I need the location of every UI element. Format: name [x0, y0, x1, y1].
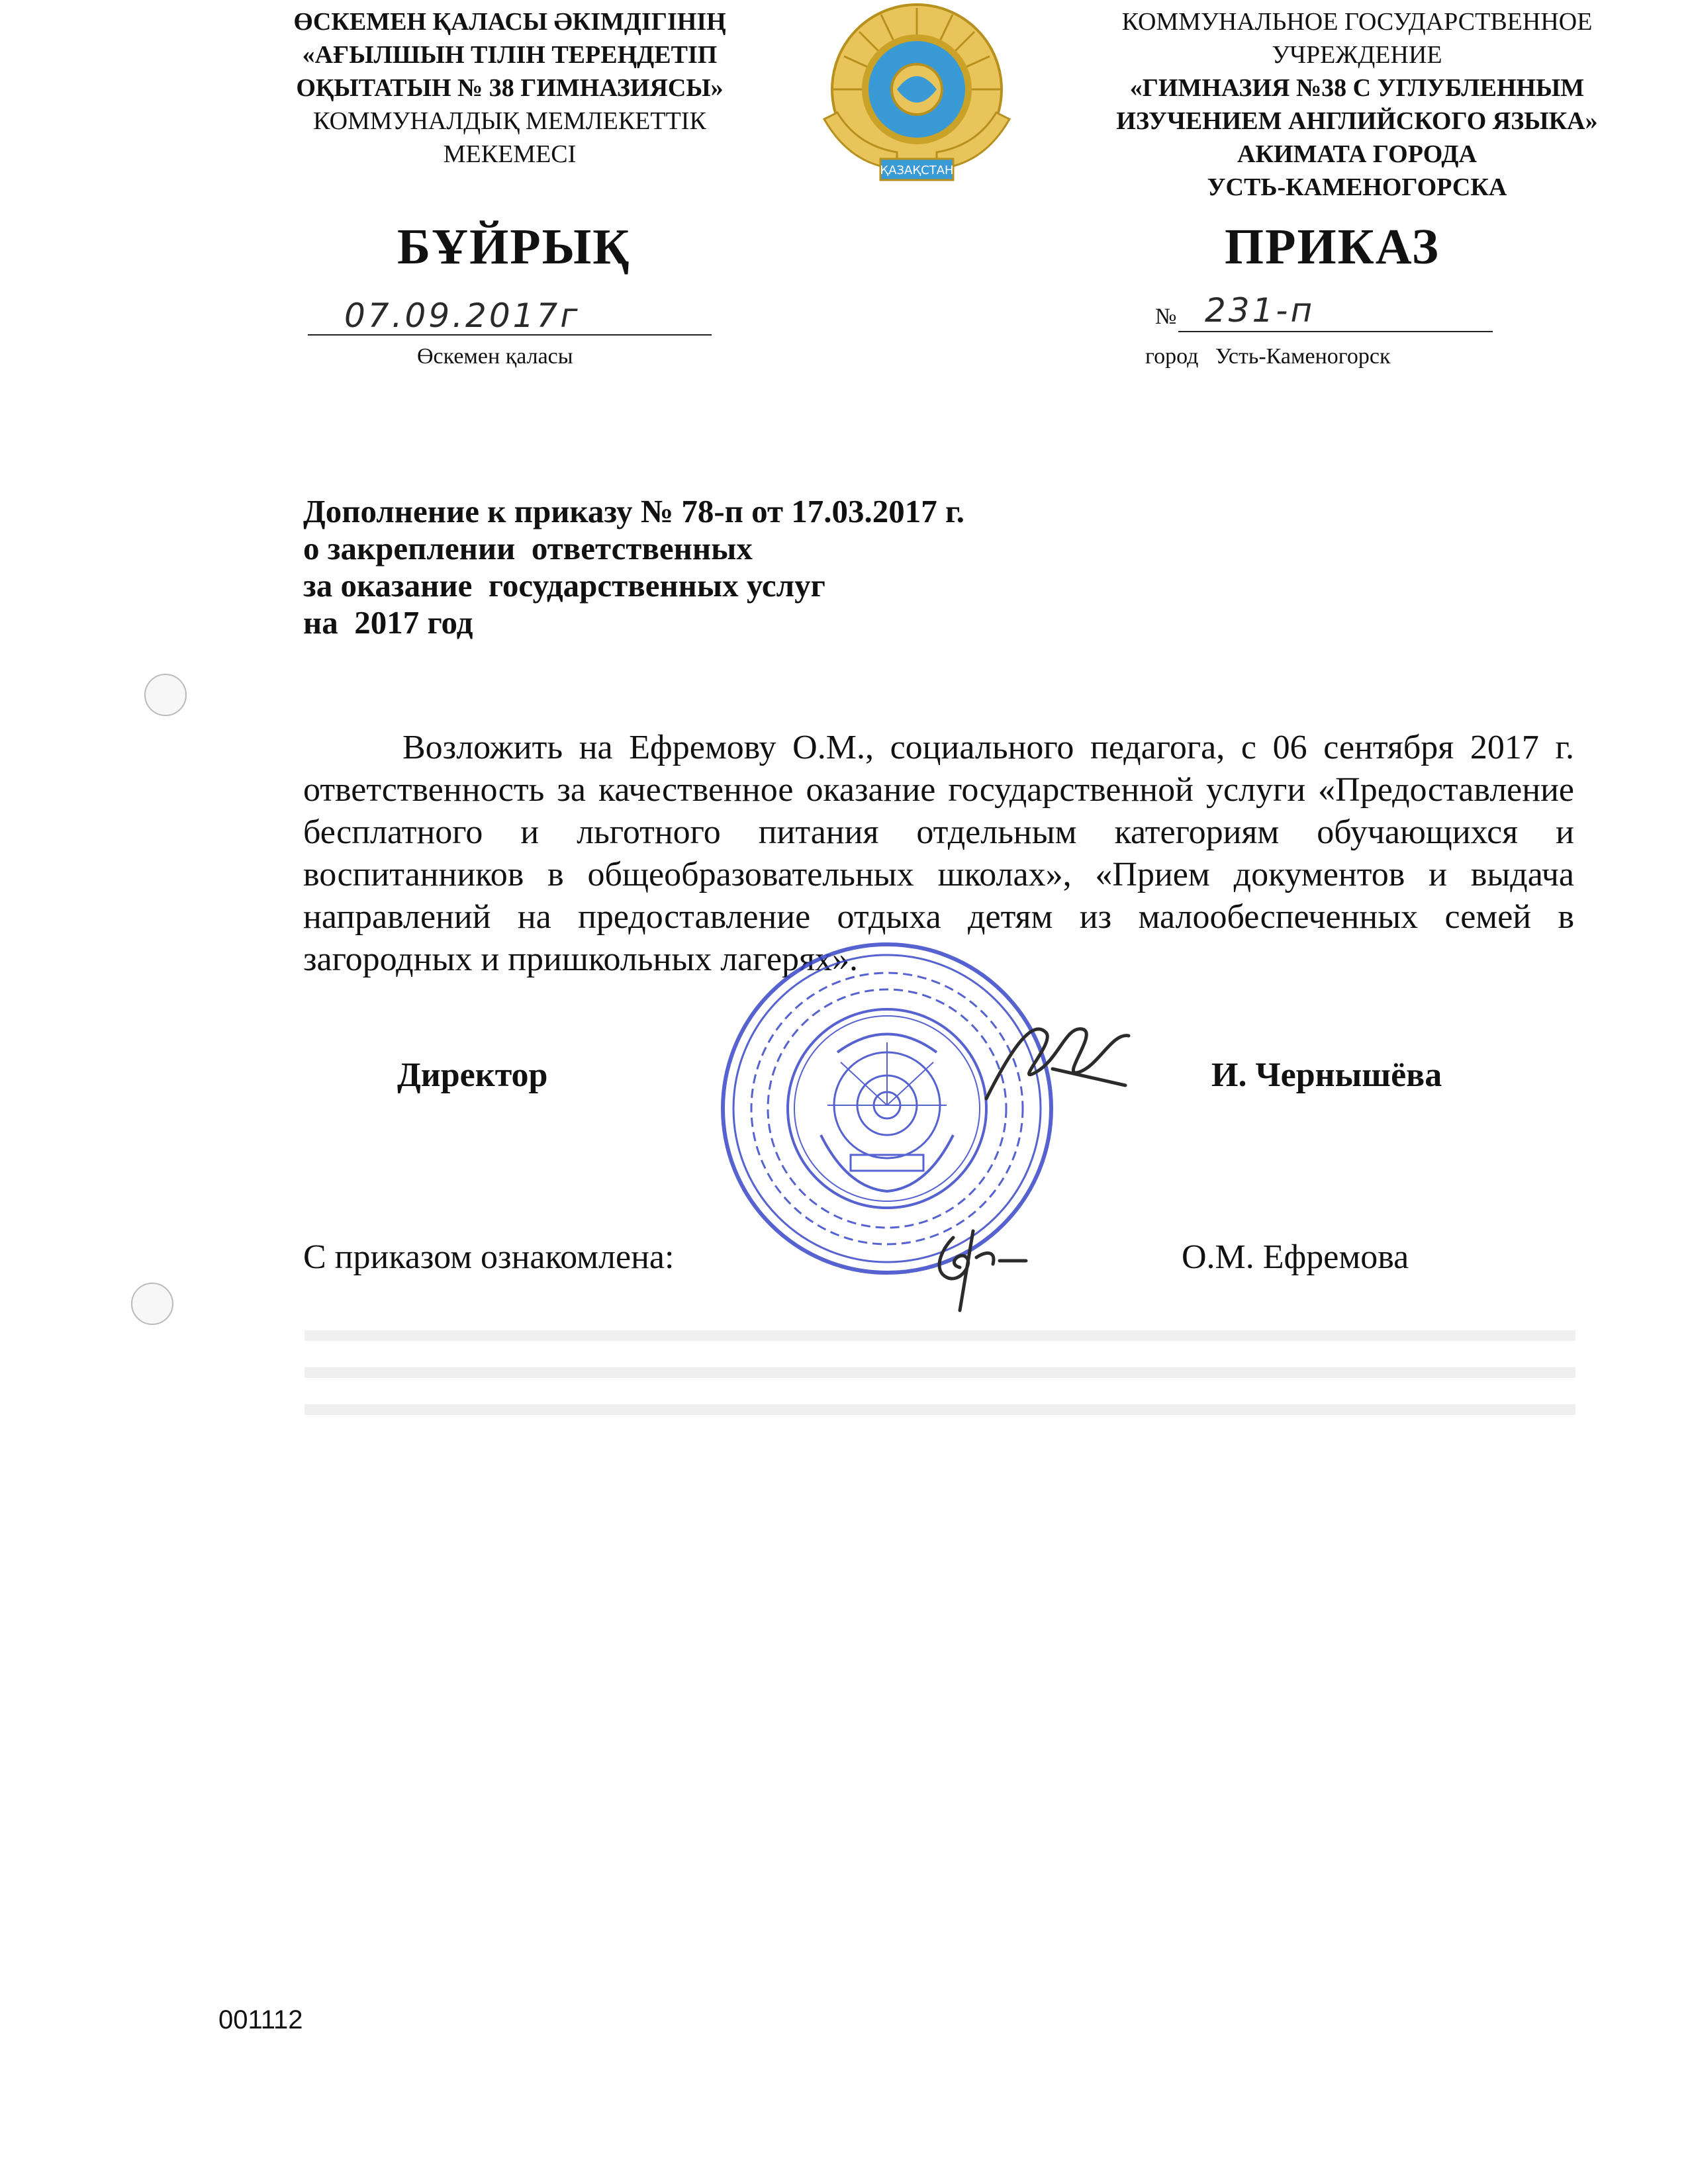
acknowledgement-name: О.М. Ефремова [1182, 1238, 1409, 1276]
header-right-line: «ГИМНАЗИЯ №38 С УГЛУБЛЕННЫМ [1129, 74, 1585, 102]
handwritten-signature-icon [973, 1006, 1145, 1125]
header-right-line: АКИМАТА ГОРОДА [1237, 140, 1477, 168]
acknowledgement-label: С приказом ознакомлена: [303, 1238, 675, 1276]
subject-line: на 2017 год [303, 604, 473, 641]
signature-role: Директор [397, 1056, 548, 1094]
punch-hole-bottom [131, 1283, 173, 1325]
emblem-icon [811, 0, 1023, 192]
order-body-paragraph: Возложить на Ефремову О.М., социального педагога, с 06 сентября 2017 г. ответственность за качественное оказание государственной услуги «Предоставление бесплатного и льготного питания отдельным категориям обучающихся и воспитанников в общеобразовательных школах», «Прием документов и выдача направлений на предоставление отдыха детям из малообеспеченных семей в загородных и пришкольных лагерях». [303, 729, 1574, 978]
order-title-ru: ПРИКАЗ [1225, 219, 1440, 275]
header-left-line: ӨСКЕМЕН ҚАЛАСЫ ӘКІМДІГІНІҢ [293, 8, 726, 36]
punch-hole-top [144, 674, 187, 716]
order-title-kz: БҰЙРЫҚ [397, 219, 631, 275]
emblem-label: ҚАЗАҚСТАН [880, 163, 954, 177]
header-right-line: КОММУНАЛЬНОЕ ГОСУДАРСТВЕННОЕ [1121, 8, 1593, 36]
order-subject [303, 493, 964, 641]
state-emblem [811, 0, 1023, 192]
header-left-kz [245, 5, 774, 171]
date-underline [308, 334, 712, 336]
signature-name: И. Чернышёва [1211, 1056, 1442, 1094]
header-left-line: ОҚЫТАТЫН № 38 ГИМНАЗИЯСЫ» [296, 74, 724, 102]
header-right-line: ИЗУЧЕНИЕМ АНГЛИЙСКОГО ЯЗЫКА» [1116, 107, 1598, 135]
order-number-prefix: № [1155, 304, 1177, 329]
city-kz: Өскемен қаласы [417, 344, 573, 369]
handwritten-signature-icon [920, 1211, 1033, 1317]
header-left-line: МЕКЕМЕСІ [443, 140, 577, 168]
acknowledgement-signature [920, 1211, 1033, 1320]
order-date-handwritten: 07.09.2017г [344, 296, 581, 335]
header-right-line: УСТЬ-КАМЕНОГОРСКА [1207, 173, 1507, 201]
bleed-through-area [305, 1317, 1575, 1489]
subject-line: о закреплении ответственных [303, 530, 753, 567]
subject-line: Дополнение к приказу № 78-п от 17.03.2017 г. [303, 493, 965, 529]
subject-line: за оказание государственных услуг [303, 567, 825, 604]
header-left-line: КОММУНАЛДЫҚ МЕМЛЕКЕТТІК [313, 107, 706, 135]
document-number: 001112 [218, 2005, 303, 2034]
director-signature [973, 1006, 1145, 1128]
header-right-ru [1053, 5, 1662, 204]
order-number-handwritten: 231-п [1205, 291, 1315, 330]
number-underline [1178, 331, 1493, 332]
header-left-line: «АҒЫЛШЫН ТІЛІН ТЕРЕҢДЕТІП [302, 41, 718, 69]
header-right-line: УЧРЕЖДЕНИЕ [1272, 41, 1442, 69]
city-ru: город Усть-Каменогорск [1145, 344, 1391, 369]
